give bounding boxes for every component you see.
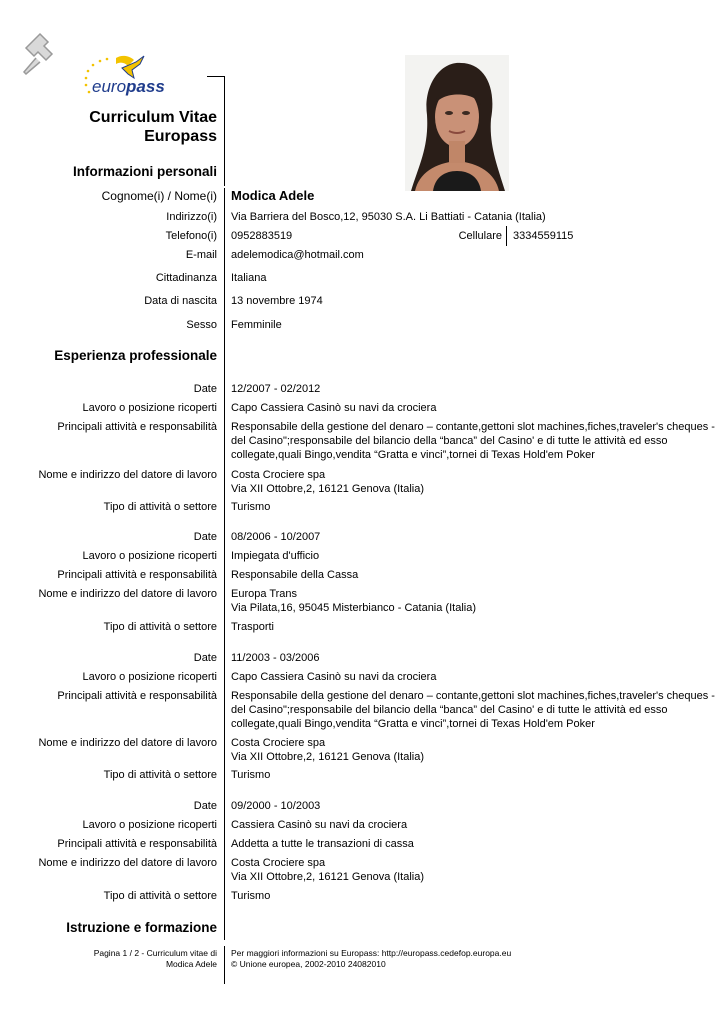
address-value: Via Barriera del Bosco,12, 95030 S.A. Li Battiati - Catania (Italia) [231,211,546,223]
footer-page-info [94,948,217,970]
employer-label: Nome e indirizzo del datore di lavoro [38,737,217,749]
employer-name: Costa Crociere spa [231,737,326,749]
logo-pass-text: pass [126,77,165,96]
cv-title-line2: Europass [144,128,217,145]
date-label: Date [193,383,217,395]
position-label: Lavoro o posizione ricoperti [82,819,217,831]
job-activities: Addetta a tutte le transazioni di cassa [231,838,414,850]
corner-rule [207,76,225,77]
cv-title-line1: Curriculum Vitae [89,109,217,126]
employer-name: Costa Crociere spa [231,857,326,869]
pin-icon [18,28,68,78]
job-date: 08/2006 - 10/2007 [231,531,321,543]
activities-label: Principali attività e responsabilità [57,690,217,702]
sex-label: Sesso [186,319,217,331]
footer-page-number: Pagina 1 / 2 - Curriculum vitae di [93,948,217,958]
mobile-divider [506,226,507,246]
employer-label: Nome e indirizzo del datore di lavoro [38,588,217,600]
employer-address: Via XII Ottobre,2, 16121 Genova (Italia) [231,751,425,763]
job-position: Capo Cassiera Casinò su navi da crociera [231,671,437,683]
position-label: Lavoro o posizione ricoperti [82,402,217,414]
logo-euro-text: euro [92,77,127,96]
citizenship-value: Italiana [231,272,267,284]
employer-address: Via Pilata,16, 95045 Misterbianco - Catania (Italia) [231,602,476,614]
job-activities: Responsabile della Cassa [231,569,359,581]
sector-label: Tipo di attività o settore [103,501,217,513]
activities-label: Principali attività e responsabilità [57,569,217,581]
employer-name: Europa Trans [231,588,298,600]
activities-label: Principali attività e responsabilità [57,421,217,433]
job-employer [231,856,424,884]
name-value: Modica Adele [231,188,315,203]
footer-copyright: © Unione europea, 2002-2010 24082010 [231,959,386,969]
address-label: Indirizzo(i) [166,211,217,223]
position-label: Lavoro o posizione ricoperti [82,671,217,683]
employer-address: Via XII Ottobre,2, 16121 Genova (Italia) [231,483,425,495]
footer-europass-info [231,948,511,970]
section-education: Istruzione e formazione [66,920,217,935]
europass-logo [78,50,168,100]
footer-europass-link[interactable]: Per maggiori informazioni su Europass: http://europass.cedefop.europa.eu [231,948,512,958]
divider-line-top [224,76,225,186]
job-activities-line: del Casino";responsabile del bilancio della “banca” del Casino' e di tutte le attività ed esso [231,435,668,447]
job-activities [231,420,715,462]
phone-value: 0952883519 [231,230,293,242]
job-activities-line: collegate,quali Bingo,vendita “Gratta e vinci”,tornei di Texas Hold'em Poker [231,718,595,730]
job-employer [231,736,424,764]
job-date: 09/2000 - 10/2003 [231,800,321,812]
birth-value: 13 novembre 1974 [231,295,323,307]
job-sector: Trasporti [231,621,274,633]
job-sector: Turismo [231,769,271,781]
section-personal: Informazioni personali [72,164,217,179]
job-sector: Turismo [231,501,271,513]
footer-owner-name: Modica Adele [165,959,217,969]
phone-label: Telefono(i) [165,230,217,242]
employer-address: Via XII Ottobre,2, 16121 Genova (Italia) [231,871,425,883]
email-value: adelemodica@hotmail.com [231,249,364,261]
employer-label: Nome e indirizzo del datore di lavoro [38,469,217,481]
job-sector: Turismo [231,890,271,902]
job-employer [231,468,424,496]
job-activities-line: Responsabile della gestione del denaro – contante,gettoni slot machines,fiches,traveler's cheques - [231,421,715,433]
job-activities-line: Responsabile della gestione del denaro – contante,gettoni slot machines,fiches,traveler's cheques - [231,690,715,702]
job-employer [231,587,476,615]
cv-title [89,108,217,146]
employer-name: Costa Crociere spa [231,469,326,481]
job-activities [231,689,715,731]
mobile-value: 3334559115 [513,230,574,242]
job-date: 12/2007 - 02/2012 [231,383,321,395]
sector-label: Tipo di attività o settore [103,769,217,781]
position-label: Lavoro o posizione ricoperti [82,550,217,562]
employer-label: Nome e indirizzo del datore di lavoro [38,857,217,869]
job-position: Cassiera Casinò su navi da crociera [231,819,408,831]
divider-line-footer [224,946,225,984]
email-label: E-mail [185,249,217,261]
profile-photo [405,55,509,191]
mobile-label: Cellulare [458,230,502,242]
job-activities-line: collegate,quali Bingo,vendita “Gratta e vinci”,tornei di Texas Hold'em Poker [231,449,595,461]
citizenship-label: Cittadinanza [155,272,217,284]
job-date: 11/2003 - 03/2006 [231,652,320,664]
activities-label: Principali attività e responsabilità [57,838,217,850]
sector-label: Tipo di attività o settore [103,621,217,633]
sector-label: Tipo di attività o settore [103,890,217,902]
job-position: Capo Cassiera Casinò su navi da crociera [231,402,437,414]
sex-value: Femminile [231,319,282,331]
name-label: Cognome(i) / Nome(i) [101,189,217,203]
date-label: Date [193,800,217,812]
job-activities-line: del Casino";responsabile del bilancio della “banca” del Casino' e di tutte le attività ed esso [231,704,668,716]
date-label: Date [193,652,217,664]
job-position: Impiegata d'ufficio [231,550,320,562]
divider-line-main [224,188,225,940]
date-label: Date [193,531,217,543]
birth-label: Data di nascita [144,295,217,307]
section-experience: Esperienza professionale [54,348,217,363]
